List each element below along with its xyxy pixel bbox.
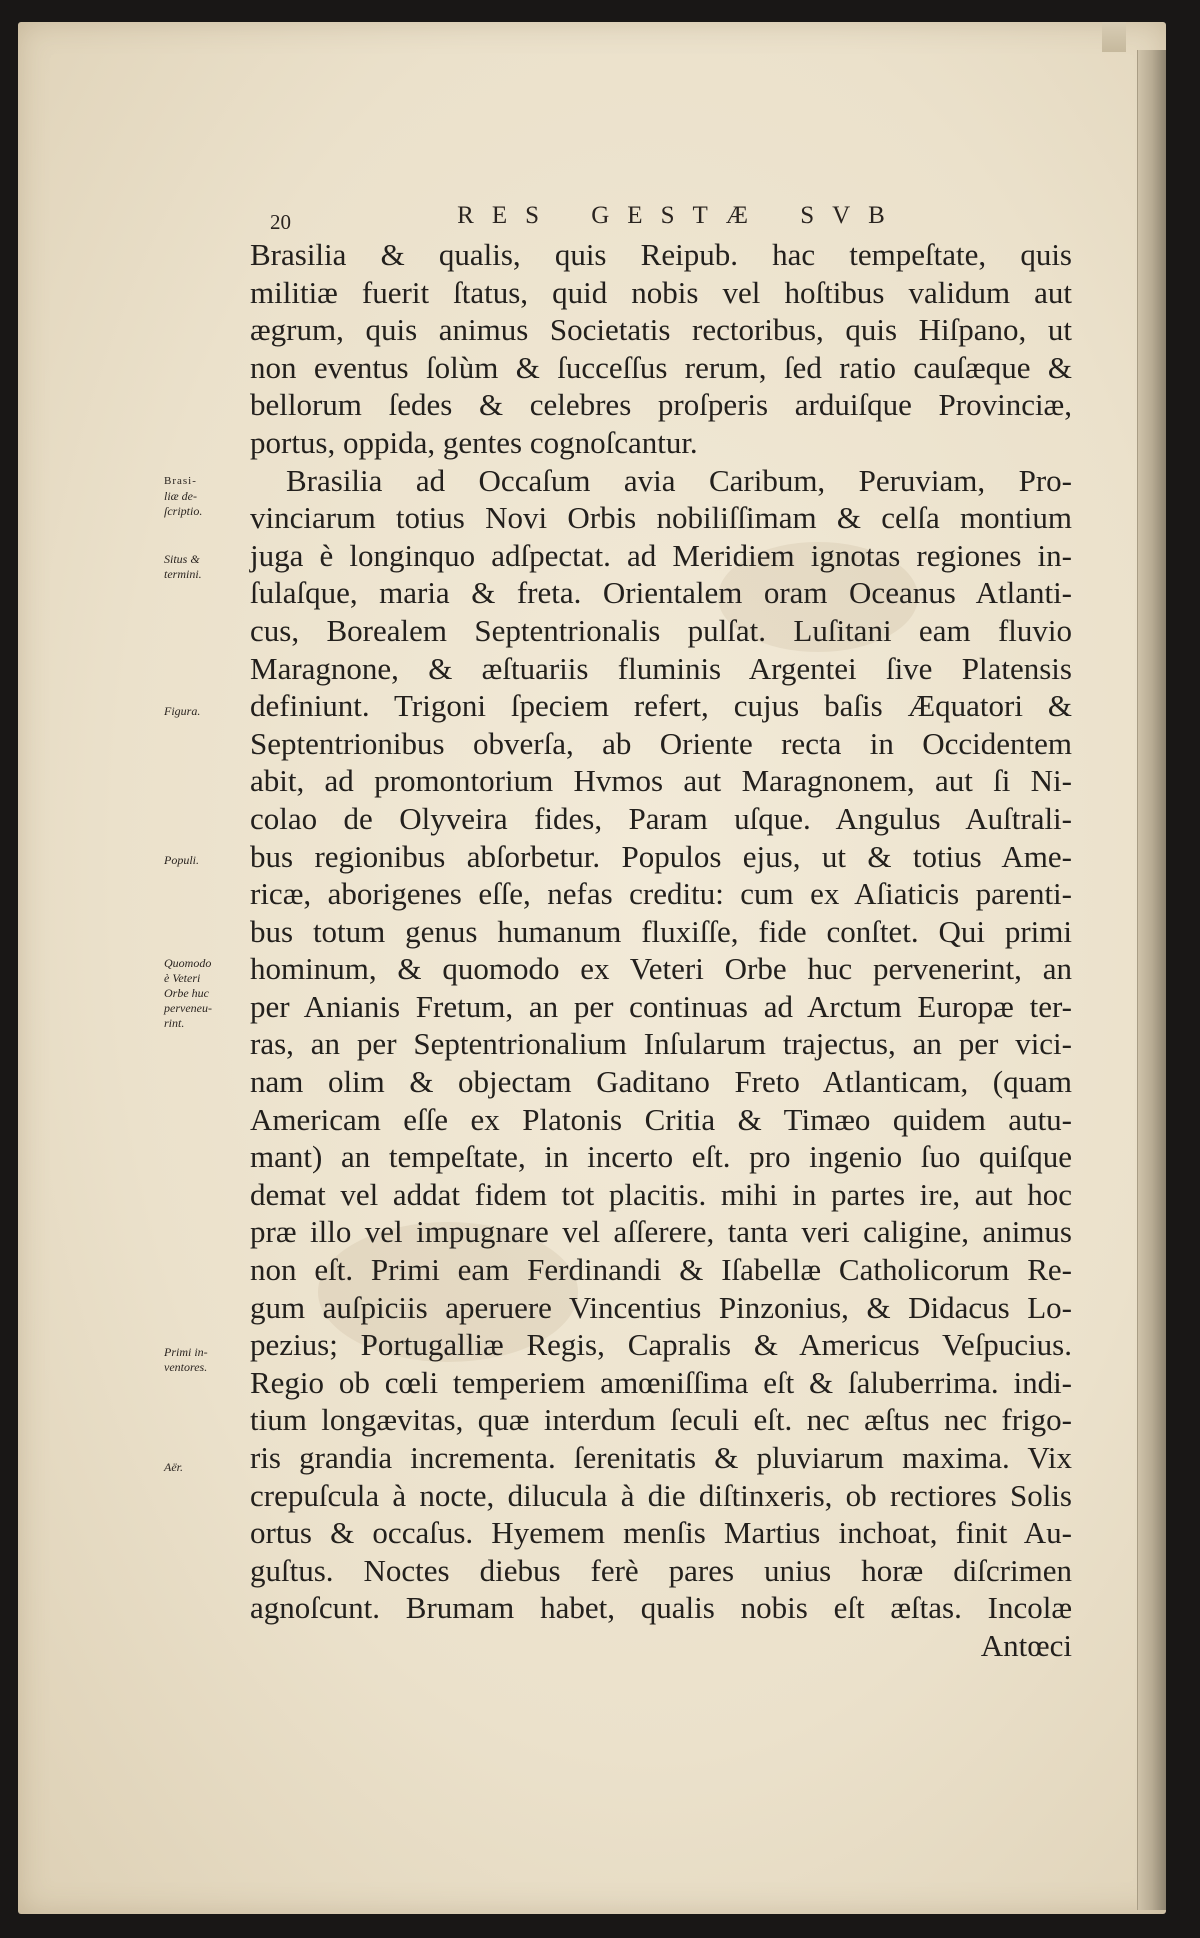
margin-note-line: Populi. [164,853,199,867]
margin-note-line: Quomodo [164,956,212,970]
margin-note-line: Figura. [164,704,201,718]
text-line: ſulaſque, maria & freta. Orientalem oram Oceanus Atlanti- [250,575,1072,611]
text-line: ras, an per Septentrionalium Inſularum trajectus, an per vici- [250,1026,1072,1062]
text-line: agnoſcunt. Brumam habet, qualis nobis eſt æſtas. Incolæ [250,1590,1072,1626]
text-line: nam olim & objectam Gaditano Freto Atlanticam, (quam [250,1064,1072,1100]
text-line: ris grandia incrementa. ſerenitatis & pluviarum maxima. Vix [250,1440,1072,1475]
text-line: mant) an tempeſtate, in incerto eſt. pro ingenio ſuo quiſque [250,1139,1072,1175]
text-line: Regio ob cœli temperiem amœniſſima eſt & ſaluberrima. indi- [250,1364,1072,1400]
text-line: bellorum ſedes & celebres proſperis arduiſque Provinciæ, [250,387,1072,423]
text-line: Maragnone, & æſtuariis fluminis Argentei ſive Platensis [250,650,1072,686]
text-line: hominum, & quomodo ex Veteri Orbe huc pervenerint, an [250,951,1072,987]
text-line: definiunt. Trigoni ſpeciem refert, cujus baſis Æquatori & [250,688,1072,724]
text-line: Brasilia & qualis, quis Reipub. hac tempeſtate, quis [250,237,1072,272]
text-line: gum auſpiciis aperuere Vincentius Pinzonius, & Didacus Lo- [250,1289,1072,1325]
page-edge [1137,50,1166,1910]
margin-note-line: Brasi- [164,475,197,487]
margin-note-figura [164,704,246,719]
margin-note-line: rint. [164,1016,185,1030]
text-line: non eventus ſolùm & ſucceſſus rerum, ſed ratio cauſæque & [250,349,1072,385]
running-head [270,200,1090,240]
text-line: demat vel addat fidem tot placitis. mihi in partes ire, aut hoc [250,1176,1072,1212]
running-title: RES GESTÆ SVB [457,202,903,229]
margin-note-aer [164,1460,246,1475]
text-line: bus totum genus humanum fluxiſſe, fide conſtet. Qui primi [250,913,1072,949]
page-fold [1102,22,1126,52]
margin-note-populi [164,853,246,868]
text-line: abit, ad promontorium Hvmos aut Maragnonem, aut ſi Ni- [250,763,1072,799]
body-text [250,236,1072,1665]
text-line: portus, oppida, gentes cognoſcantur. [250,424,698,460]
text-line: ortus & occaſus. Hyemem menſis Martius inchoat, finit Au- [250,1515,1072,1551]
text-line: non eſt. Primi eam Ferdinandi & Iſabellæ Catholicorum Re- [250,1252,1072,1288]
text-line: vinciarum totius Novi Orbis nobiliſſimam & celſa montium [250,500,1072,536]
page-number: 20 [270,210,291,234]
text-line: juga è longinquo adſpectat. ad Meridiem ignotas regiones in- [250,537,1072,573]
margin-note-brasiliae-descriptio [164,474,246,519]
margin-note-line: termini. [164,567,202,581]
text-line: Americam eſſe ex Platonis Critia & Timæo quidem autu- [250,1101,1072,1137]
catchword: Antœci [980,1627,1072,1663]
text-line: pezius; Portugalliæ Regis, Capralis & Americus Veſpucius. [250,1327,1072,1363]
margin-note-line: Primi in- [164,1345,208,1359]
margin-note-quomodo [164,956,246,1031]
text-line: ægrum, quis animus Societatis rectoribus, quis Hiſpano, ut [250,312,1072,348]
margin-note-line: Orbe huc [164,986,209,1000]
margin-note-line: Aër. [164,1460,183,1474]
text-line: Septentrionibus obverſa, ab Oriente recta in Occidentem [250,725,1072,761]
text-line: Brasilia ad Occaſum avia Caribum, Peruviam, Pro- [286,462,1072,498]
margin-note-line: ſcriptio. [164,504,203,518]
margin-note-line: è Veteri [164,971,201,985]
text-line: per Anianis Fretum, an per continuas ad Arctum Europæ ter- [250,988,1072,1024]
text-line: tium longævitas, quæ interdum ſeculi eſt. nec æſtus nec frigo- [250,1402,1072,1438]
margin-note-primi-inventores [164,1345,246,1375]
margin-note-line: Situs & [164,552,200,566]
text-line: cus, Borealem Septentrionalis pulſat. Luſitani eam fluvio [250,612,1072,648]
text-line: crepuſcula à nocte, dilucula à die diſtinxeris, ob rectiores Solis [250,1477,1072,1513]
text-line: colao de Olyveira fides, Param uſque. Angulus Auſtrali- [250,800,1072,836]
text-line: ricæ, aborigenes eſſe, nefas creditu: cum ex Aſiaticis parenti- [250,876,1072,912]
text-line: guſtus. Noctes diebus ferè pares unius horæ diſcrimen [250,1552,1072,1588]
margin-note-line: ventores. [164,1360,208,1374]
text-line: bus regionibus abſorbetur. Populos ejus, ut & totius Ame- [250,838,1072,874]
text-line: militiæ fuerit ſtatus, quid nobis vel hoſtibus validum aut [250,274,1072,310]
text-line: præ illo vel impugnare vel aſſerere, tanta veri caligine, animus [250,1214,1072,1250]
margin-note-situs-termini [164,552,246,582]
margin-note-line: liæ de- [164,489,197,503]
margin-note-line: perveneu- [164,1001,212,1015]
